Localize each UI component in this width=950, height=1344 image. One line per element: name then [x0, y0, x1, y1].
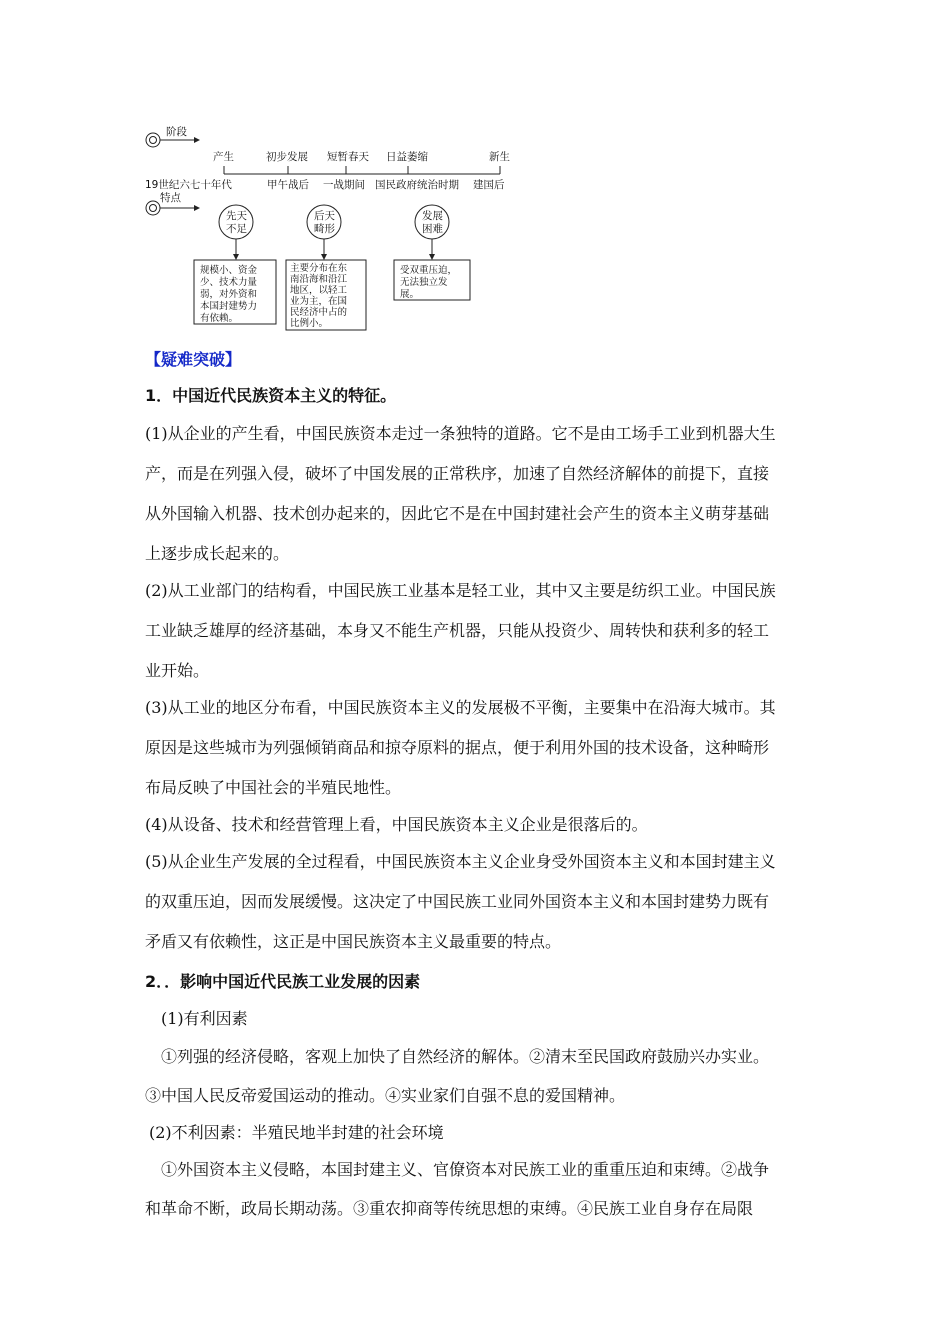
paragraph-line: 上逐步成长起来的。 [145, 544, 290, 563]
period-label: 一战期间 [323, 179, 365, 191]
svg-text:展。: 展。 [400, 289, 420, 300]
heading-1: 1．中国近代民族资本主义的特征。 [145, 386, 397, 405]
paragraph-line: 从外国输入机器、技术创办起来的，因此它不是在中国封建社会产生的资本主义萌芽基础 [145, 504, 770, 523]
svg-text:无法独立发: 无法独立发 [400, 277, 448, 288]
section-heading: 【疑难突破】 [145, 350, 242, 369]
svg-text:弱，对外资和: 弱，对外资和 [200, 289, 258, 300]
heading-2: 2．．影响中国近代民族工业发展的因素 [145, 972, 421, 991]
connector-arrows [233, 239, 435, 260]
svg-text:主要分布在东: 主要分布在东 [290, 263, 348, 274]
timeline [224, 166, 500, 174]
paragraph-line: 工业缺乏雄厚的经济基础，本身又不能生产机器，只能从投资少、周转快和获利多的轻工 [145, 621, 770, 640]
svg-text:地区，以轻工: 地区，以轻工 [290, 285, 348, 296]
feature-circle [415, 205, 449, 239]
paragraph-line: 业开始。 [145, 661, 210, 680]
svg-text:有依赖。: 有依赖。 [200, 313, 239, 324]
stage-label: 短暂春天 [327, 151, 369, 163]
stage-label: 新生 [489, 151, 510, 163]
stage-label: 日益萎缩 [386, 151, 428, 163]
period-label: 建国后 [473, 179, 505, 191]
paragraph-line: 的双重压迫，因而发展缓慢。这决定了中国民族工业同外国资本主义和本国封建势力既有 [145, 892, 770, 911]
period-label: 甲午战后 [267, 179, 309, 191]
stage-label: 初步发展 [266, 151, 308, 163]
svg-text:业为主，在国: 业为主，在国 [290, 296, 348, 307]
paragraph-line: 布局反映了中国社会的半殖民地性。 [145, 778, 402, 797]
feature-circle [307, 205, 341, 239]
subheading: (1)有利因素 [161, 1009, 248, 1028]
svg-text:南沿海和沿江: 南沿海和沿江 [290, 274, 348, 285]
paragraph-line: 原因是这些城市为列强倾销商品和掠夺原料的据点，便于利用外国的技术设备，这种畸形 [145, 738, 770, 757]
svg-text:受双重压迫，: 受双重压迫， [400, 265, 458, 276]
period-label: 国民政府统治时期 [375, 179, 459, 191]
paragraph-line: (1)从企业的产生看，中国民族资本走过一条独特的道路。它不是由工场手工业到机器大生 [145, 424, 776, 443]
svg-text:畸形: 畸形 [314, 223, 335, 235]
paragraph-line: (5)从企业生产发展的全过程看，中国民族资本主义企业身受外国资本主义和本国封建主义 [145, 852, 776, 871]
svg-text:不足: 不足 [226, 223, 247, 235]
paragraph-line: ①外国资本主义侵略，本国封建主义、官僚资本对民族工业的重重压迫和束缚。②战争 [161, 1160, 770, 1179]
paragraph-line: ①列强的经济侵略，客观上加快了自然经济的解体。②清末至民国政府鼓励兴办实业。 [161, 1047, 770, 1066]
svg-text:后天: 后天 [314, 210, 335, 222]
svg-text:民经济中占的: 民经济中占的 [290, 307, 348, 318]
paragraph-line: ③中国人民反帝爱国运动的推动。④实业家们自强不息的爱国精神。 [145, 1086, 626, 1105]
svg-text:比例小。: 比例小。 [290, 318, 329, 329]
subheading: (2)不利因素：半殖民地半封建的社会环境 [149, 1123, 444, 1142]
stage-label: 产生 [213, 151, 234, 163]
svg-text:本国封建势力: 本国封建势力 [200, 301, 258, 312]
feature-box [286, 260, 366, 330]
feature-circle [219, 205, 253, 239]
period-label: 19世纪六七十年代 [145, 179, 232, 191]
feature-box [194, 260, 276, 324]
svg-text:先天: 先天 [226, 210, 247, 222]
paragraph-line: 产，而是在列强入侵，破坏了中国发展的正常秩序，加速了自然经济解体的前提下，直接 [145, 464, 770, 483]
paragraph-line: 矛盾又有依赖性，这正是中国民族资本主义最重要的特点。 [145, 932, 562, 951]
svg-text:少、技术力量: 少、技术力量 [200, 277, 258, 288]
paragraph-line: 和革命不断，政局长期动荡。③重农抑商等传统思想的束缚。④民族工业自身存在局限 [145, 1199, 754, 1218]
paragraph-line: (2)从工业部门的结构看，中国民族工业基本是轻工业，其中又主要是纺织工业。中国民族 [145, 581, 776, 600]
stage-row-label: 阶段 [166, 126, 187, 138]
svg-text:发展: 发展 [422, 210, 443, 222]
feature-box [394, 260, 470, 300]
development-diagram [140, 118, 530, 338]
svg-text:规模小、资金: 规模小、资金 [200, 265, 258, 276]
paragraph-line: (3)从工业的地区分布看，中国民族资本主义的发展极不平衡，主要集中在沿海大城市。其 [145, 698, 776, 717]
svg-text:困难: 困难 [422, 223, 443, 235]
paragraph-line: (4)从设备、技术和经营管理上看，中国民族资本主义企业是很落后的。 [145, 815, 648, 834]
feature-row-label: 特点 [160, 192, 181, 204]
